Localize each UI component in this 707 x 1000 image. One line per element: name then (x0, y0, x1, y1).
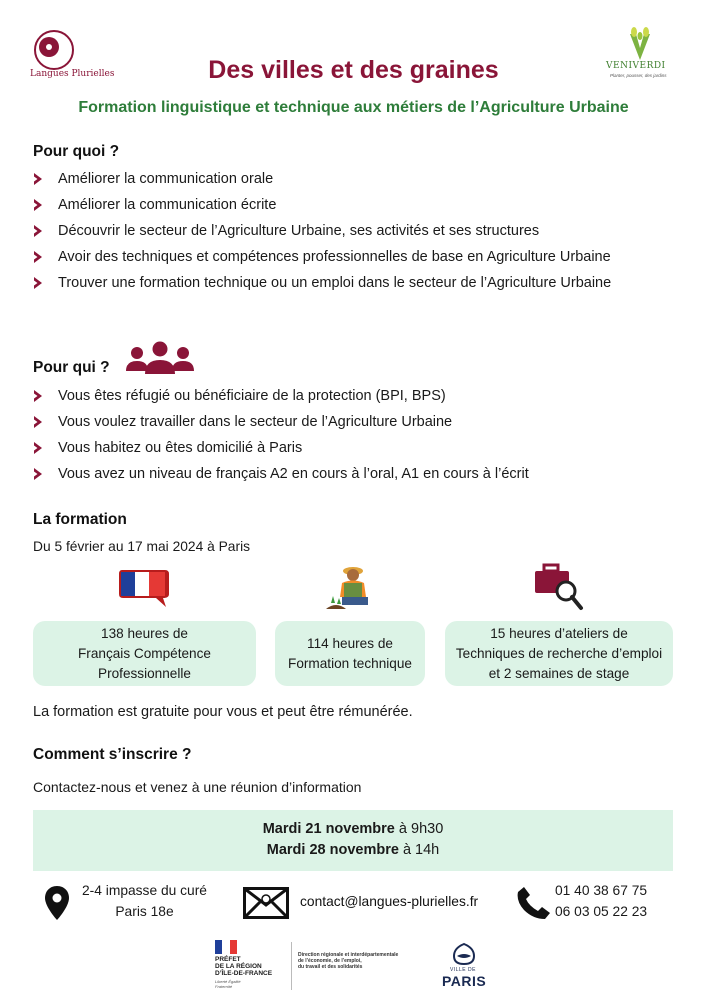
card-line: 138 heures de (101, 625, 188, 641)
why-heading: Pour quoi ? (33, 143, 120, 160)
chevron-right-icon (33, 251, 43, 263)
chevron-right-icon (33, 416, 43, 428)
card-line: Formation technique (288, 655, 412, 671)
list-item (33, 166, 611, 192)
list-item (33, 409, 529, 435)
who-heading: Pour qui ? (33, 359, 110, 376)
langues-plurielles-logo-text: Langues Plurielles (30, 69, 115, 79)
email-link[interactable]: contact@langues-plurielles.fr (300, 894, 479, 909)
gardener-icon (322, 563, 380, 611)
location-pin-icon (45, 886, 69, 920)
free-note: La formation est gratuite pour vous et peut être rémunérée. (33, 704, 413, 720)
phone-numbers (555, 880, 647, 922)
card-line: Professionnelle (98, 665, 191, 681)
chevron-right-icon (33, 390, 43, 402)
why-list (33, 166, 611, 296)
list-item-label: Améliorer la communication orale (58, 171, 274, 187)
veniverdi-logo-tagline: Planter, pousser, des jardins (610, 73, 667, 78)
register-heading: Comment s’inscrire ? (33, 746, 192, 763)
list-item (33, 383, 529, 409)
chevron-right-icon (33, 199, 43, 211)
page-subtitle: Formation linguistique et technique aux métiers de l’Agriculture Urbaine (78, 99, 629, 116)
register-text: Contactez-nous et venez à une réunion d’information (33, 779, 362, 795)
french-flag-speech-icon (116, 564, 174, 610)
card-line: et 2 semaines de stage (488, 665, 630, 681)
chevron-right-icon (33, 225, 43, 237)
email-icon (243, 887, 289, 919)
session-time: à 9h30 (394, 821, 444, 837)
list-item-label: Avoir des techniques et compétences professionnelles de base en Agriculture Urbaine (58, 249, 611, 265)
list-item-label: Trouver une formation technique ou un emploi dans le secteur de l’Agriculture Urbaine (58, 275, 612, 291)
list-item-label: Améliorer la communication écrite (58, 197, 277, 213)
prefet-line: PRÉFET (215, 956, 241, 963)
phone-icon (517, 886, 551, 920)
list-item-label: Découvrir le secteur de l’Agriculture Urbaine, ses activités et ses structures (58, 223, 540, 239)
card-line: Français Compétence (78, 645, 211, 661)
list-item-label: Vous avez un niveau de français A2 en cours à l’oral, A1 en cours à l’écrit (58, 466, 529, 482)
list-item-label: Vous habitez ou êtes domicilié à Paris (58, 440, 303, 456)
page-title: Des villes et des graines (208, 56, 499, 84)
prefet-line: D’ÎLE-DE-FRANCE (215, 970, 273, 977)
list-item (33, 192, 611, 218)
training-dates: Du 5 février au 17 mai 2024 à Paris (33, 539, 251, 554)
ville-de-paris-logo (436, 942, 492, 994)
chevron-right-icon (33, 468, 43, 480)
list-item (33, 435, 529, 461)
dreets-line: Direction régionale et interdépartementale (298, 952, 399, 958)
card-line: 114 heures de (307, 635, 393, 651)
list-item (33, 218, 611, 244)
card-job-search (445, 621, 673, 686)
veniverdi-logo-text: VENIVERDI (606, 61, 666, 71)
chevron-right-icon (33, 277, 43, 289)
list-item-label: Vous voulez travailler dans le secteur de l’Agriculture Urbaine (58, 414, 453, 430)
list-item (33, 270, 611, 296)
list-item (33, 244, 611, 270)
card-line: Techniques de recherche d’emploi (455, 645, 663, 661)
phone-number[interactable]: 06 03 05 22 23 (555, 904, 648, 919)
sessions-band (33, 810, 673, 871)
paris-text: PARIS (442, 973, 487, 989)
list-item (33, 461, 529, 487)
job-search-briefcase-icon (532, 563, 586, 613)
prefet-motto: Liberté Égalité Fraternité (215, 979, 241, 989)
session-date: Mardi 28 novembre (266, 842, 399, 858)
list-item-label: Vous êtes réfugié ou bénéficiaire de la protection (BPI, BPS) (58, 388, 446, 404)
session-date: Mardi 21 novembre (262, 821, 395, 837)
address-line: 2-4 impasse du curé (81, 883, 207, 898)
who-list (33, 383, 529, 487)
dreets-line: de l’économie, de l’emploi, (298, 958, 362, 964)
footer-divider (291, 942, 292, 990)
address (72, 880, 217, 922)
phone-number[interactable]: 01 40 38 67 75 (555, 883, 648, 898)
dreets-text (298, 952, 398, 970)
prefet-line: DE LA RÉGION (215, 963, 262, 970)
ville-de-text: VILLE DE (450, 967, 476, 973)
chevron-right-icon (33, 173, 43, 185)
address-line: Paris 18e (115, 904, 174, 919)
session-time: à 14h (398, 842, 440, 858)
prefet-logo (215, 940, 295, 995)
session-row (33, 819, 673, 840)
training-heading: La formation (33, 511, 127, 528)
dreets-line: du travail et des solidarités (298, 964, 363, 970)
people-group-icon (123, 341, 197, 377)
chevron-right-icon (33, 442, 43, 454)
card-french (33, 621, 256, 686)
card-line: 15 heures d’ateliers de (490, 625, 628, 641)
session-row (33, 840, 673, 861)
card-technical (275, 621, 425, 686)
